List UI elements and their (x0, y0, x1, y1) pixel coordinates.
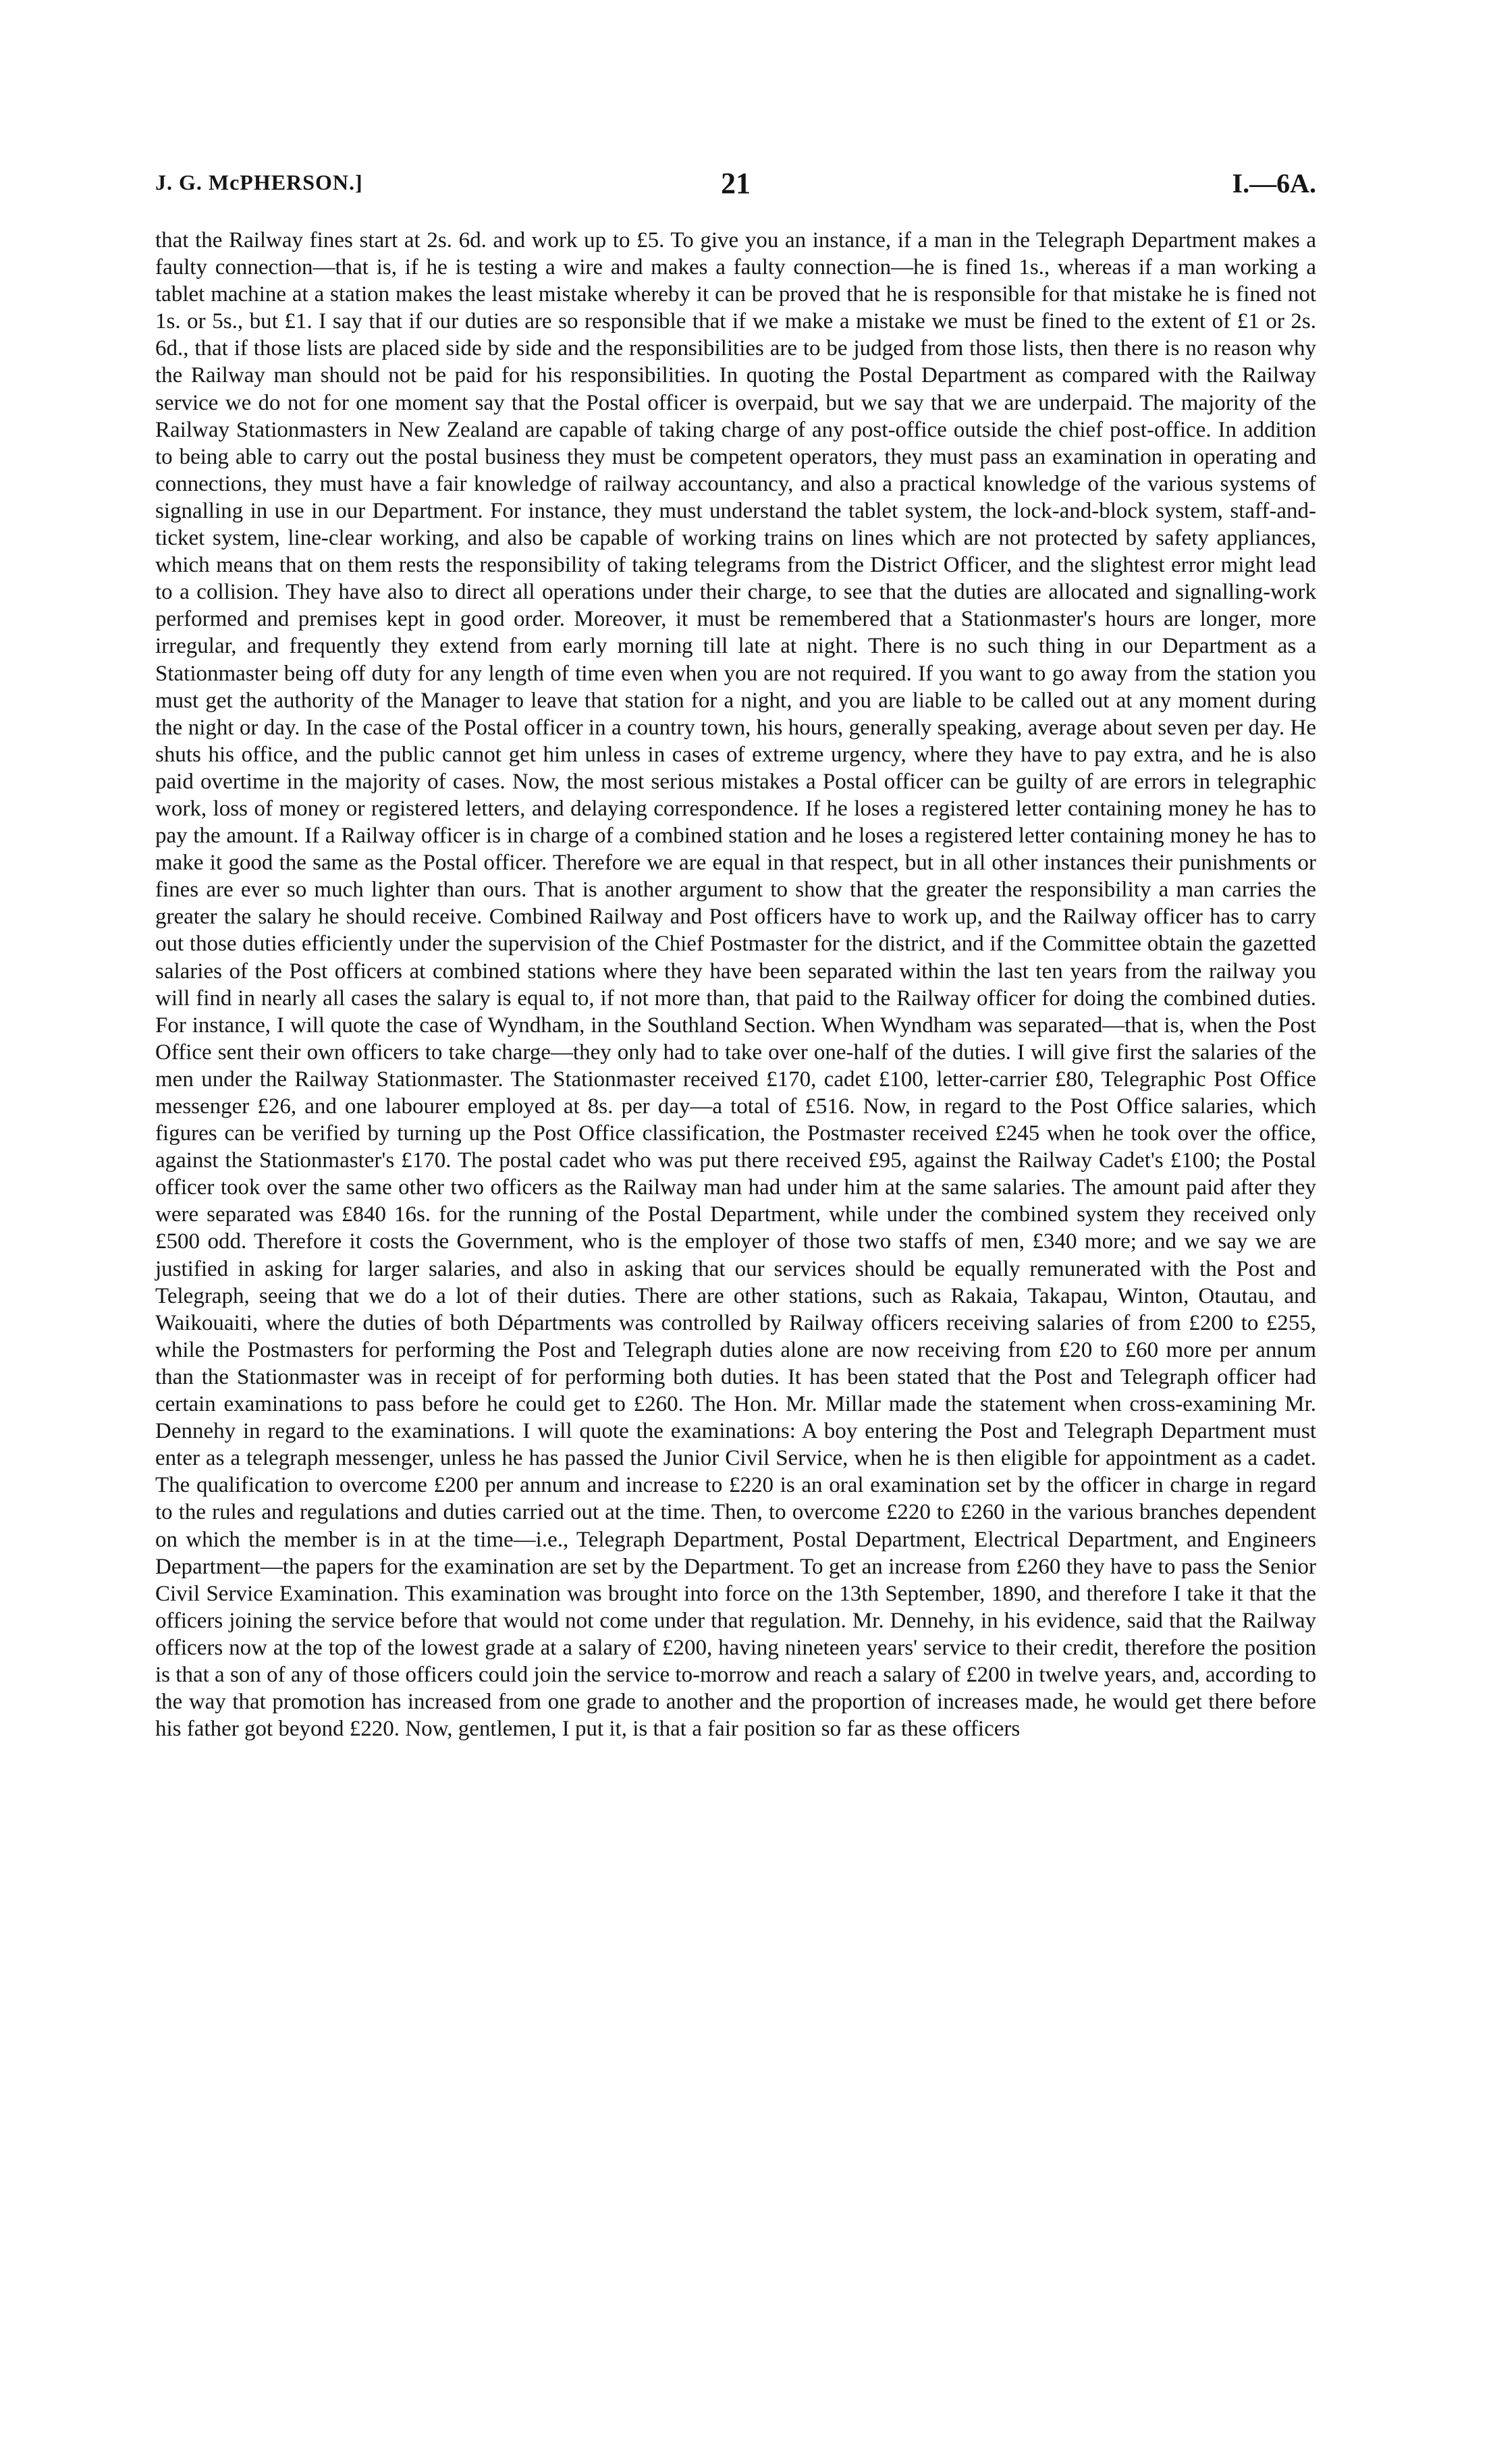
page-number: 21 (721, 167, 751, 200)
body-paragraph: that the Railway fines start at 2s. 6d. and work up to £5. To give you an instance, if a man in the Telegraph Department makes a faulty connection—that is, if he is testing a wire and makes a faulty connection—he is fined 1s., whereas if a man working a tablet machine at a station makes the least mistake whereby it can be proved that he is responsible for that mistake he is fined not 1s. or 5s., but £1. I say that if our duties are so responsible that if we make a mistake we must be fined to the extent of £1 or 2s. 6d., that if those lists are placed side by side and the responsibilities are to be judged from those lists, then there is no reason why the Railway man should not be paid for his responsibilities. In quoting the Postal Department as compared with the Railway service we do not for one moment say that the Postal officer is overpaid, but we say that we are underpaid. The majority of the Railway Stationmasters in New Zealand are capable of taking charge of any post-office outside the chief post-office. In addition to being able to carry out the postal business they must be competent operators, they must pass an examination in operating and connections, they must have a fair knowledge of railway accountancy, and also a practical knowledge of the various systems of signalling in use in our Department. For instance, they must understand the tablet system, the lock-and-block system, staff-and-ticket system, line-clear working, and also be capable of working trains on lines which are not protected by safety appliances, which means that on them rests the responsibility of taking telegrams from the District Officer, and the slightest error might lead to a collision. They have also to direct all operations under their charge, to see that the duties are allocated and signalling-work performed and premises kept in good order. Moreover, it must be remembered that a Stationmaster's hours are longer, more irregular, and frequently they extend from early morning till late at night. There is no such thing in our Department as a Stationmaster being off duty for any length of time even when you are not required. If you want to go away from the station you must get the authority of the Manager to leave that station for a night, and you are liable to be called out at any moment during the night or day. In the case of the Postal officer in a country town, his hours, generally speaking, average about seven per day. He shuts his office, and the public cannot get him unless in cases of extreme urgency, where they have to pay extra, and he is also paid overtime in the majority of cases. Now, the most serious mistakes a Postal officer can be guilty of are errors in telegraphic work, loss of money or registered letters, and delaying correspondence. If he loses a registered letter containing money he has to pay the amount. If a Railway officer is in charge of a combined station and he loses a registered letter containing money he has to make it good the same as the Postal officer. Therefore we are equal in that respect, but in all other instances their punishments or fines are ever so much lighter than ours. That is another argument to show that the greater the responsibility a man carries the greater the salary he should receive. Combined Railway and Post officers have to work up, and the Railway officer has to carry out those duties efficiently under the supervision of the Chief Postmaster for the district, and if the Committee obtain the gazetted salaries of the Post officers at combined stations where they have been separated within the last ten years from the railway you will find in nearly all cases the salary is equal to, if not more than, that paid to the Railway officer for doing the combined duties. For instance, I will quote the case of Wyndham, in the Southland Section. When Wyndham was separated—that is, when the Post Office sent their own officers to take charge—they only had to take over one-half of the duties. I will give first the salaries of the men under the Railway Stationmaster. The Stationmaster received £170, cadet £100, letter-carrier £80, Telegraphic Post Office messenger £26, and one labourer employed at 8s. per day—a total of £516. Now, in regard to the Post Office salaries, which figures can be verified by turning up the Post Office classification, the Postmaster received £245 when he took over the office, against the Stationmaster's £170. The postal cadet who was put there received £95, against the Railway Cadet's £100; the Postal officer took over the same other two officers as the Railway man had under him at the same salaries. The amount paid after they were separated was £840 16s. for the running of the Postal Department, while under the combined system they received only £500 odd. Therefore it costs the Government, who is the employer of those two staffs of men, £340 more; and we say we are justified in asking for larger salaries, and also in asking that our services should be equally remunerated with the Post and Telegraph, seeing that we do a lot of their duties. There are other stations, such as Rakaia, Takapau, Winton, Otautau, and Waikouaiti, where the duties of both Départments was controlled by Railway officers receiving salaries of from £200 to £255, while the Postmasters for performing the Post and Telegraph duties alone are now receiving from £20 to £60 more per annum than the Stationmaster was in receipt of for performing both duties. It has been stated that the Post and Telegraph officer had certain examinations to pass before he could get to £260. The Hon. Mr. Millar made the statement when cross-examining Mr. Dennehy in regard to the examinations. I will quote the examinations: A boy entering the Post and Telegraph Department must enter as a telegraph messenger, unless he has passed the Junior Civil Service, when he is then eligible for appointment as a cadet. The qualification to overcome £200 per annum and increase to £220 is an oral examination set by the officer in charge in regard to the rules and regulations and duties carried out at the time. Then, to overcome £220 to £260 in the various branches dependent on which the member is in at the time—i.e., Telegraph Department, Postal Department, Electrical Department, and Engineers Department—the papers for the examination are set by the Department. To get an increase from £260 they have to pass the Senior Civil Service Examination. This examination was brought into force on the 13th September, 1890, and therefore I take it that the officers joining the service before that would not come under that regulation. Mr. Dennehy, in his evidence, said that the Railway officers now at the top of the lowest grade at a salary of £200, having nineteen years' service to their credit, therefore the position is that a son of any of those officers could join the service to-morrow and reach a salary of £200 in twelve years, and, according to the way that promotion has increased from one grade to another and the proportion of increases made, he would get there before his father got beyond £220. Now, gentlemen, I put it, is that a fair position so far as these officers (155, 228, 1316, 1742)
author-attribution: J. G. McPHERSON.] (155, 170, 363, 194)
document-reference: I.—6A. (1232, 168, 1316, 198)
running-header (155, 166, 1316, 207)
